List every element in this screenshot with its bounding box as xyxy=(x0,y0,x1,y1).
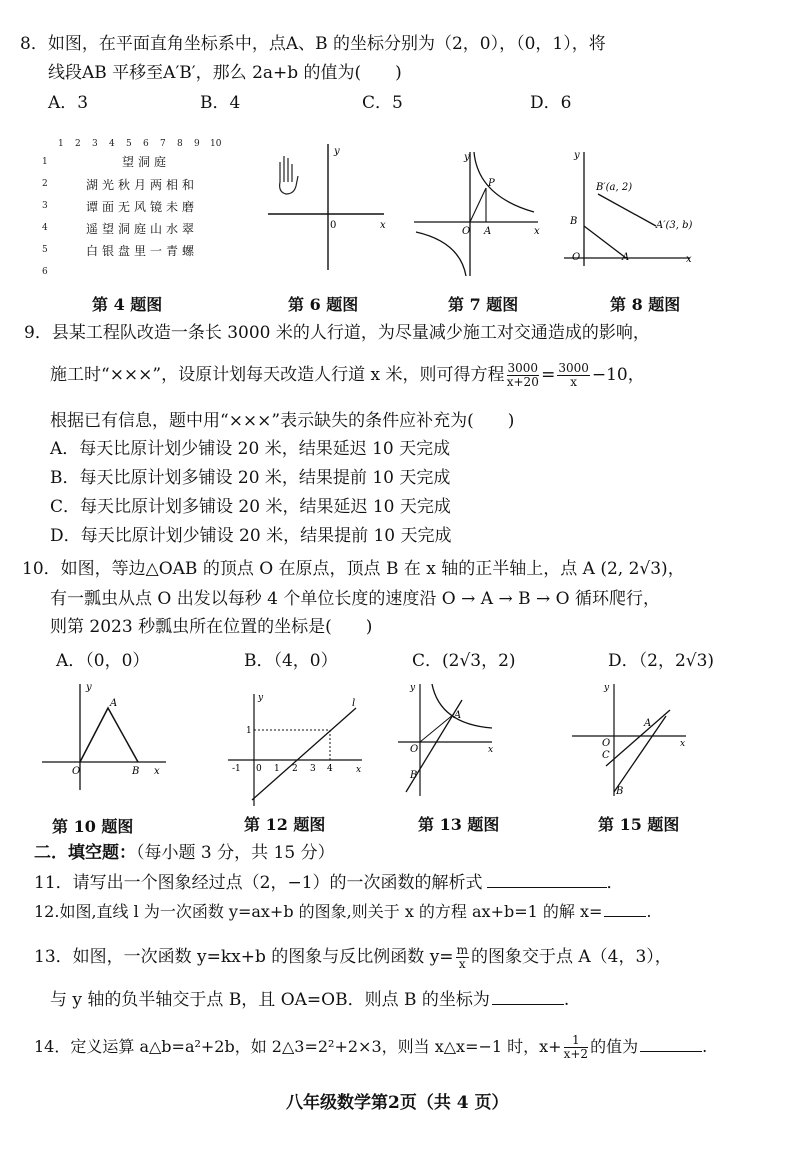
caption-fig4: 第 4 题图 xyxy=(92,295,163,314)
fig7-p-label: P xyxy=(488,178,495,189)
fig8-a-prime-label: A′(3, b) xyxy=(656,220,693,231)
fig7-x-label: x xyxy=(534,226,540,237)
q13-answer-blank[interactable] xyxy=(492,988,564,1005)
caption-fig15: 第 15 题图 xyxy=(598,815,680,834)
fig13-o-label: O xyxy=(410,744,419,755)
section-2-note: （每小题 3 分，共 15 分） xyxy=(136,843,335,863)
q9-option-c: C．每天比原计划多铺设 20 米，结果延迟 10 天完成 xyxy=(50,497,451,517)
q10-option-b: B．（4，0） xyxy=(244,651,338,671)
fig12-tick-2: 2 xyxy=(292,764,298,774)
q9-fraction-2 xyxy=(557,362,590,389)
fig4-poem-title: 望洞庭 xyxy=(122,155,171,169)
fig6-y-label: y xyxy=(334,146,340,157)
fig4-row-1: 1 xyxy=(42,157,48,167)
fig12-tick-0: 0 xyxy=(256,764,262,774)
q9-line1: 9．县某工程队改造一条长 3000 米的人行道，为尽量减少施工对交通造成的影响， xyxy=(24,323,650,343)
fig4-poem-line-3: 遥望洞庭山水翠 xyxy=(86,222,199,236)
fig15-x-label: x xyxy=(680,739,686,749)
caption-fig6: 第 6 题图 xyxy=(288,295,359,314)
figure-12-line xyxy=(228,690,368,808)
fig4-poem-line-2: 谭面无风镜未磨 xyxy=(86,200,199,214)
q11-text: 11．请写出一个图象经过点（2，−1）的一次函数的解析式 xyxy=(34,873,483,893)
fig4-row-6: 6 xyxy=(42,267,48,277)
fig10-o-label: O xyxy=(72,766,81,777)
q14-fraction xyxy=(564,1034,588,1061)
q11-answer-blank[interactable] xyxy=(487,871,607,888)
q10-line2: 有一瓢虫从点 O 出发以每秒 4 个单位长度的速度沿 O → A → B → O 循环爬行， xyxy=(50,589,660,609)
fig15-o-label: O xyxy=(602,738,611,749)
fig7-o-label: O xyxy=(462,226,471,237)
fig7-op-line xyxy=(470,188,486,222)
q8-option-c: C．5 xyxy=(362,93,403,113)
q9-frac2-num: 3000 xyxy=(558,361,589,375)
figure-7-hyperbola xyxy=(414,148,544,278)
caption-fig7: 第 7 题图 xyxy=(448,295,519,314)
fig8-x-label: x xyxy=(686,254,692,265)
caption-fig13: 第 13 题图 xyxy=(418,815,500,834)
fig13-segment-oa xyxy=(420,714,454,742)
q9-line2-end: −10， xyxy=(591,365,645,385)
fig4-col-10: 10 xyxy=(210,139,222,149)
q9-line2-text: 施工时“×××”，设原计划每天改造人行道 x 米，则可得方程 xyxy=(50,365,505,385)
fig12-x-label: x xyxy=(356,765,362,775)
q9-frac2-den: x xyxy=(570,375,577,389)
q12-answer-blank[interactable] xyxy=(604,900,646,917)
fig8-a-label: A xyxy=(622,252,630,263)
q8-option-d: D．6 xyxy=(530,93,572,113)
caption-fig12: 第 12 题图 xyxy=(244,815,326,834)
figure-6-axes xyxy=(268,142,390,272)
q14 xyxy=(34,1034,707,1061)
fig4-poem-line-1: 湖光秋月两相和 xyxy=(86,178,199,192)
figure-15-graph xyxy=(570,680,690,798)
page-footer: 八年级数学第2页（共 4 页） xyxy=(286,1093,509,1113)
q10-option-c: C．(2√3，2) xyxy=(412,651,516,671)
caption-fig8: 第 8 题图 xyxy=(610,295,681,314)
q10-line1: 10．如图，等边△OAB 的顶点 O 在原点，顶点 B 在 x 轴的正半轴上，点 A (2, 2√3)， xyxy=(22,559,685,579)
caption-fig10: 第 10 题图 xyxy=(52,817,134,836)
fig4-col-7: 7 xyxy=(160,139,166,149)
fig10-y-label: y xyxy=(86,682,92,693)
q10-option-a: A．（0，0） xyxy=(56,651,150,671)
q13-fraction xyxy=(456,944,469,971)
fig8-y-label: y xyxy=(574,150,580,161)
fig13-b-label: B xyxy=(410,770,418,781)
q9-frac1-num: 3000 xyxy=(507,361,539,375)
fig4-row-2: 2 xyxy=(42,179,48,189)
fig13-y-label: y xyxy=(410,683,416,693)
hand-icon xyxy=(280,156,298,194)
section-2-header xyxy=(34,842,335,864)
q13-frac-den: x xyxy=(458,957,466,971)
fig13-a-label: A xyxy=(454,710,462,721)
fig8-b-prime-label: B′(a, 2) xyxy=(596,182,633,193)
fig10-triangle-oab xyxy=(80,708,138,762)
q9-line3: 根据已有信息，题中用“×××”表示缺失的条件应补充为( ) xyxy=(50,411,515,431)
q10-option-d: D．（2，2√3) xyxy=(608,651,715,671)
fig6-origin-label: 0 xyxy=(330,220,337,231)
fig4-col-6: 6 xyxy=(143,139,149,149)
fig4-col-2: 2 xyxy=(75,139,81,149)
q13-frac-num: m xyxy=(456,943,468,957)
q14-frac-num: 1 xyxy=(564,1034,588,1048)
q13-line2-text: 与 y 轴的负半轴交于点 B，且 OA=OB．则点 B 的坐标为 xyxy=(50,990,490,1010)
fig7-hyperbola-branch-2 xyxy=(416,232,466,276)
fig12-l-label: l xyxy=(352,698,356,709)
fig10-a-label: A xyxy=(110,698,118,709)
fig12-y-label: y xyxy=(258,693,264,703)
q9-equals: = xyxy=(541,365,556,385)
fig4-col-8: 8 xyxy=(177,139,183,149)
figure-8-segments xyxy=(560,148,700,270)
q12 xyxy=(34,900,652,923)
q14-end: . xyxy=(702,1037,708,1056)
fig4-col-9: 9 xyxy=(194,139,200,149)
q14-frac-den: x+2 xyxy=(563,1047,589,1061)
fig4-col-1: 1 xyxy=(58,139,64,149)
fig10-b-label: B xyxy=(132,766,140,777)
q11 xyxy=(34,871,624,894)
fig8-segment-ab xyxy=(584,226,626,258)
q13-end: . xyxy=(563,990,570,1010)
q9-option-a: A．每天比原计划少铺设 20 米，结果延迟 10 天完成 xyxy=(50,439,451,459)
fig12-tick-neg1: -1 xyxy=(232,764,241,774)
q13-line1 xyxy=(34,944,672,971)
q8-option-b: B．4 xyxy=(200,93,241,113)
q8-line2: 线段AB 平移至A′B′，那么 2a+b 的值为( ) xyxy=(48,63,402,83)
fig15-y-label: y xyxy=(604,683,610,693)
figure-10-triangle xyxy=(42,680,172,792)
fig7-y-label: y xyxy=(464,152,470,163)
q8-line1: 8．如图，在平面直角坐标系中，点A、B 的坐标分别为（2，0），（0，1），将 xyxy=(20,34,606,54)
fig4-col-4: 4 xyxy=(109,139,115,149)
q13-line1-text: 13．如图，一次函数 y=kx+b 的图象与反比例函数 y= xyxy=(34,947,454,967)
fig10-x-label: x xyxy=(154,766,160,777)
figure-4-poem-grid xyxy=(34,134,244,282)
q13-line2 xyxy=(50,988,569,1011)
q11-end: ． xyxy=(606,873,624,893)
q12-end: . xyxy=(646,902,652,921)
fig4-row-3: 3 xyxy=(42,201,48,211)
fig4-row-5: 5 xyxy=(42,245,48,255)
q14-text: 14．定义运算 a△b=a²+2b，如 2△3=2²+2×3，则当 x△x=−1 时，x+ xyxy=(34,1037,562,1056)
q10-line3: 则第 2023 秒瓢虫所在位置的坐标是( ) xyxy=(50,617,373,637)
fig4-col-3: 3 xyxy=(92,139,98,149)
fig8-b-label: B xyxy=(570,216,578,227)
q9-fraction-1 xyxy=(507,362,540,389)
fig8-segment-a-prime-b-prime xyxy=(598,194,656,226)
fig13-hyperbola xyxy=(432,684,492,728)
q9-frac1-den: x+20 xyxy=(506,375,539,389)
fig8-o-label: O xyxy=(572,252,581,263)
fig4-poem-line-4: 白银盘里一青螺 xyxy=(86,244,199,258)
q12-text: 12.如图,直线 l 为一次函数 y=ax+b 的图象,则关于 x 的方程 ax+b=1 的解 x= xyxy=(34,902,603,921)
fig12-line-l xyxy=(252,708,356,800)
fig6-x-label: x xyxy=(380,220,386,231)
fig7-a-label: A xyxy=(484,226,492,237)
fig12-y-tick-1: 1 xyxy=(246,726,252,736)
fig12-tick-3: 3 xyxy=(310,764,316,774)
q14-answer-blank[interactable] xyxy=(640,1035,702,1052)
fig7-hyperbola-branch-1 xyxy=(474,152,534,212)
fig4-col-5: 5 xyxy=(126,139,132,149)
figure-13-graph xyxy=(396,680,506,798)
fig12-tick-1: 1 xyxy=(274,764,280,774)
q9-line2 xyxy=(50,362,645,389)
fig15-line-2 xyxy=(614,716,666,792)
fig15-c-label: C xyxy=(602,750,610,761)
fig15-b-label: B xyxy=(616,786,624,797)
q8-option-a: A．3 xyxy=(48,93,89,113)
q9-option-b: B．每天比原计划多铺设 20 米，结果提前 10 天完成 xyxy=(50,468,451,488)
fig15-a-label: A xyxy=(644,718,652,729)
fig13-x-label: x xyxy=(488,745,494,755)
fig4-row-4: 4 xyxy=(42,223,48,233)
fig12-tick-4: 4 xyxy=(327,764,333,774)
q9-option-d: D．每天比原计划少铺设 20 米，结果提前 10 天完成 xyxy=(50,526,452,546)
section-2-title: 二．填空题： xyxy=(34,843,136,863)
q13-line1-end: 的图象交于点 A（4，3）， xyxy=(470,947,672,967)
q14-text-end: 的值为 xyxy=(590,1037,639,1056)
